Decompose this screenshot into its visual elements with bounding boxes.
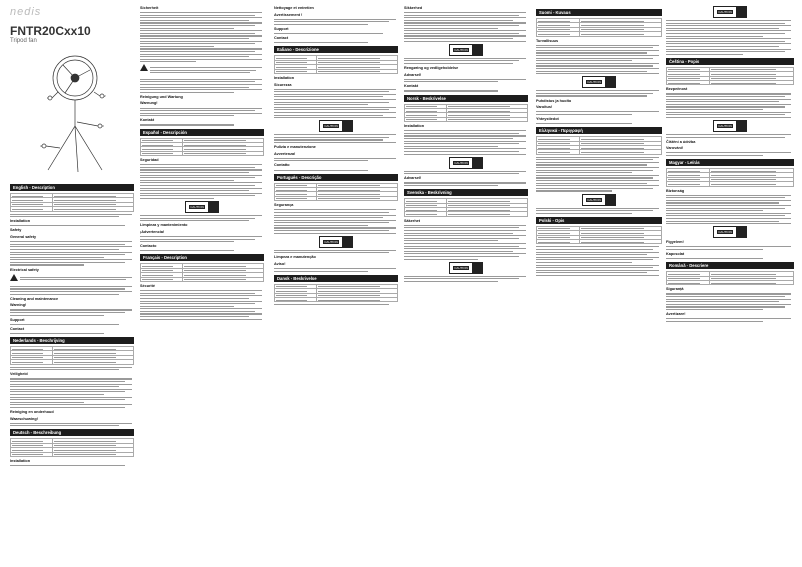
caution-label-icon: CAUTION: [582, 194, 616, 206]
product-illustration: [10, 48, 134, 176]
brand-logo: nedis: [10, 6, 42, 18]
column-5: [536, 6, 662, 562]
heading-bezpecnost: Bezpečnost: [666, 87, 688, 92]
heading-support-fr: Support: [274, 26, 289, 31]
caution-label-icon: CAUTION: [319, 120, 353, 132]
caution-label-icon: CAUTION: [449, 157, 483, 169]
heading-avertizare: Avertizare!: [666, 312, 686, 317]
heading-contacto: Contacto: [140, 244, 157, 249]
heading-advarsel-no: Advarsel!: [404, 176, 422, 181]
heading-varovani: Varování!: [666, 146, 684, 151]
column-3: [274, 4, 398, 560]
heading-warning: Warning!: [10, 303, 27, 308]
heading-installation-de: Installation: [10, 458, 31, 463]
heading-figyelem: Figyelem!: [666, 240, 684, 245]
heading-installation-it: Installation: [274, 75, 295, 80]
column-1: [10, 6, 134, 562]
caution-label-icon: CAUTION: [449, 262, 483, 274]
heading-aviso: Aviso!: [274, 262, 286, 267]
heading-warnung: Warnung!: [140, 101, 158, 106]
product-code: FNTR20Cxx10: [10, 24, 91, 38]
product-name: Tripod fan: [10, 38, 37, 44]
tripod-fan-illustration: [30, 48, 120, 176]
heading-installation: Installation: [10, 219, 31, 224]
heading-sicurezza: Sicurezza: [274, 82, 292, 87]
heading-support: Support: [10, 317, 25, 322]
heading-pulizia: Pulizia e manutenzione: [274, 145, 316, 150]
heading-seguranca: Segurança: [274, 203, 294, 208]
heading-contact: Contact: [10, 326, 25, 331]
heading-veiligheid: Veiligheid: [10, 372, 28, 377]
heading-cleaning: Cleaning and maintenance: [10, 296, 59, 301]
heading-safety: Safety: [10, 228, 22, 233]
heading-puhdistus: Puhdistus ja huolto: [536, 98, 572, 103]
section-english: English - Description: [10, 184, 134, 191]
heading-siguranta: Siguranță: [666, 287, 684, 292]
section-suomi: Suomi - Kuvaus: [536, 9, 662, 16]
section-magyar: Magyar - Leírás: [666, 159, 794, 166]
heading-avertissement: Avertissement !: [274, 12, 303, 17]
heading-turvallisuus: Turvallisuus: [536, 38, 559, 43]
svg-text:1: 1: [47, 96, 49, 100]
section-polski: Polski - Opis: [536, 217, 662, 224]
heading-varoitus: Varoitus!: [536, 105, 553, 110]
warning-block: [10, 274, 134, 284]
column-4: [404, 4, 528, 560]
heading-sikkerhed: Sikkerhed: [404, 6, 423, 10]
section-italiano: Italiano - Descrizione: [274, 46, 398, 53]
section-nederlands: Nederlands - Beschrijving: [10, 337, 134, 344]
heading-limpieza: Limpieza y mantenimiento: [140, 223, 188, 228]
heading-advarsel: Advarsel!: [404, 72, 422, 77]
caution-label-icon: CAUTION: [449, 44, 483, 56]
section-cestina: Čeština - Popis: [666, 58, 794, 65]
caution-label-icon: CAUTION: [713, 226, 747, 238]
heading-avvertenza: Avvertenza!: [274, 151, 296, 156]
heading-kontakt: Kontakt: [140, 118, 155, 123]
svg-text:3: 3: [102, 124, 104, 128]
heading-installation-no: Installation: [404, 124, 425, 129]
heading-limpeza: Limpeza e manutenção: [274, 255, 316, 260]
heading-advertencia: ¡Advertencia!: [140, 229, 165, 234]
svg-text:4: 4: [40, 144, 42, 148]
section-norsk: Norsk - Beskrivelse: [404, 95, 528, 102]
heading-rengoring: Rengøring og vedligeholdelse: [404, 66, 459, 70]
heading-contact-fr: Contact: [274, 36, 289, 41]
section-espanol: Español - Descripción: [140, 129, 264, 136]
section-portugues: Português - Descrição: [274, 174, 398, 181]
heading-securite: Sécurité: [140, 284, 155, 289]
section-francais: Français - Description: [140, 254, 264, 261]
column-6: [666, 4, 794, 560]
warning-triangle-icon: [10, 274, 18, 281]
heading-reinigung: Reinigung und Wartung: [140, 94, 183, 99]
caution-label-icon: CAUTION: [713, 6, 747, 18]
heading-biztonsag: Biztonság: [666, 188, 685, 193]
caution-label-icon: CAUTION: [582, 76, 616, 88]
section-ellinika: Ελληνικά - Περιγραφή: [536, 127, 662, 134]
svg-text:2: 2: [104, 94, 106, 98]
spec-table: [10, 193, 134, 212]
warning-triangle-icon: [140, 64, 148, 71]
heading-sakerhet: Säkerhet: [404, 218, 421, 223]
caution-label-icon: CAUTION: [185, 201, 219, 213]
heading-cisteni: Čištění a údržba: [666, 139, 696, 144]
caution-label-icon: CAUTION: [713, 120, 747, 132]
column-2: [140, 4, 264, 560]
heading-seguridad: Seguridad: [140, 158, 159, 163]
section-deutsch: Deutsch - Beschreibung: [10, 429, 134, 436]
section-dansk: Dansk - Beskrivelse: [274, 275, 398, 282]
heading-electrical-safety: Electrical safety: [10, 267, 39, 272]
caution-label-icon: CAUTION: [319, 236, 353, 248]
heading-reiniging: Reiniging en onderhoud: [10, 410, 54, 415]
section-romana: Română - Descriere: [666, 262, 794, 269]
heading-general-safety: General safety: [10, 235, 37, 240]
heading-nettoyage: Nettoyage et entretien: [274, 6, 314, 10]
heading-kontakt-dk: Kontakt: [404, 84, 419, 89]
section-svenska: Svenska - Beskrivning: [404, 189, 528, 196]
heading-kapcsolat: Kapcsolat: [666, 252, 685, 257]
body-text: [10, 214, 134, 218]
heading-contatto: Contatto: [274, 163, 290, 168]
heading-waarschuwing: Waarschuwing!: [10, 416, 38, 421]
heading-sicherheit: Sicherheit: [140, 6, 159, 10]
heading-yhteystiedot: Yhteystiedot: [536, 116, 559, 121]
